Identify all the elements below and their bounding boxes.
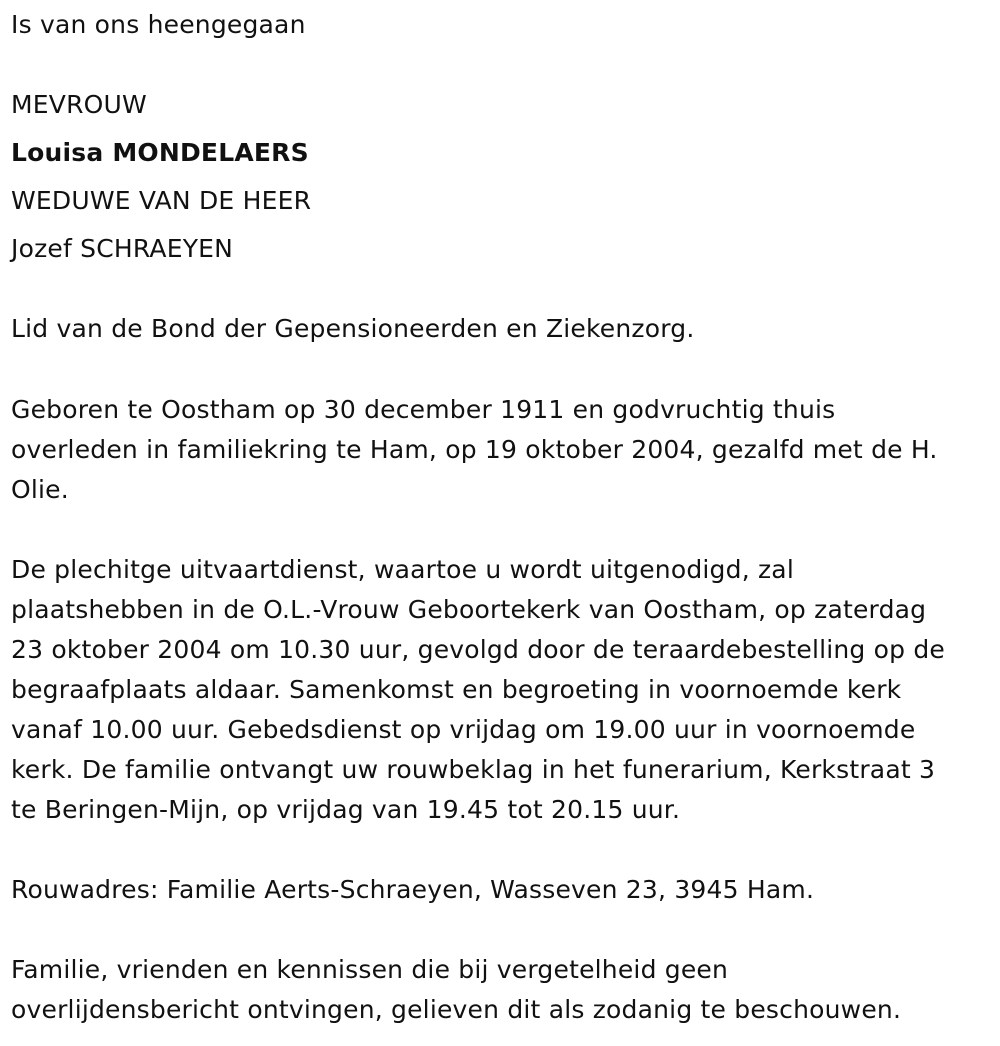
paragraph-line: Olie.	[11, 475, 69, 504]
paragraph-line: 23 oktober 2004 om 10.30 uur, gevolgd door de teraardebestelling op de	[11, 635, 946, 664]
address-paragraph	[11, 870, 996, 910]
spouse-name: Jozef SCHRAEYEN	[11, 234, 234, 263]
paragraph-line: plaatshebben in de O.L.-Vrouw Geboortekerk van Oostham, op zaterdag	[11, 595, 927, 624]
address-line: Rouwadres: Familie Aerts-Schraeyen, Wasseven 23, 3945 Ham.	[11, 875, 815, 904]
closing-paragraph	[11, 950, 996, 1030]
paragraph-line: overleden in familiekring te Ham, op 19 oktober 2004, gezalfd met de H.	[11, 435, 938, 464]
paragraph-line: Familie, vrienden en kennissen die bij vergetelheid geen	[11, 955, 729, 984]
membership-text: Lid van de Bond der Gepensioneerden en Ziekenzorg.	[11, 314, 695, 343]
paragraph-line: kerk. De familie ontvangt uw rouwbeklag in het funerarium, Kerkstraat 3	[11, 755, 936, 784]
deceased-relation: WEDUWE VAN DE HEER	[11, 186, 312, 215]
birth-death-paragraph	[11, 390, 996, 510]
intro-text: Is van ons heengegaan	[11, 10, 306, 39]
deceased-name: Louisa MONDELAERS	[11, 138, 309, 167]
paragraph-line: begraafplaats aldaar. Samenkomst en begroeting in voornoemde kerk	[11, 675, 902, 704]
paragraph-line: Geboren te Oostham op 30 december 1911 en godvruchtig thuis	[11, 395, 836, 424]
paragraph-line: vanaf 10.00 uur. Gebedsdienst op vrijdag om 19.00 uur in voornoemde	[11, 715, 916, 744]
paragraph-line: overlijdensbericht ontvingen, gelieven dit als zodanig te beschouwen.	[11, 995, 902, 1024]
paragraph-line: De plechitge uitvaartdienst, waartoe u wordt uitgenodigd, zal	[11, 555, 794, 584]
paragraph-line: te Beringen-Mijn, op vrijdag van 19.45 tot 20.15 uur.	[11, 795, 681, 824]
deceased-title: MEVROUW	[11, 90, 147, 119]
service-paragraph	[11, 550, 996, 830]
